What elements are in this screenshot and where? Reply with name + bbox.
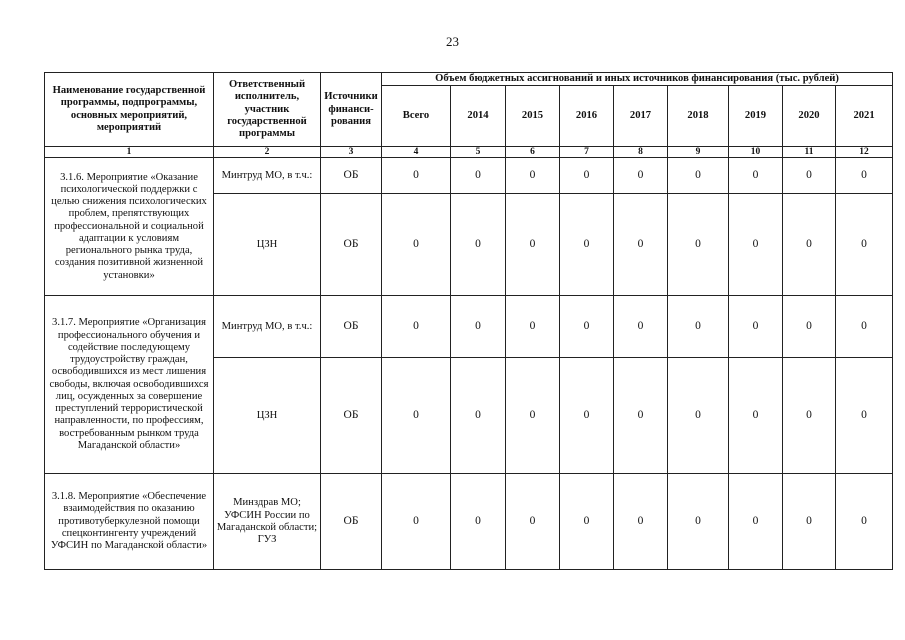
source-cell: ОБ — [321, 474, 382, 570]
column-number: 9 — [668, 147, 729, 158]
budget-table — [44, 72, 893, 570]
value-cell: 0 — [614, 358, 668, 474]
column-number: 10 — [729, 147, 783, 158]
responsible-cell: Минтруд МО, в т.ч.: — [214, 296, 321, 358]
value-cell: 0 — [506, 194, 560, 296]
value-cell: 0 — [382, 296, 451, 358]
value-cell: 0 — [783, 474, 836, 570]
column-number: 6 — [506, 147, 560, 158]
value-cell: 0 — [783, 194, 836, 296]
column-number: 5 — [451, 147, 506, 158]
column-number: 12 — [836, 147, 893, 158]
value-cell: 0 — [382, 194, 451, 296]
value-cell: 0 — [560, 474, 614, 570]
value-cell: 0 — [506, 474, 560, 570]
activity-name: 3.1.7. Мероприятие «Организация профессионального обучения и содействие последующему трудоустройству граждан, освободившихся из мест лишения свободы, включая освободившихся лиц, осужденных за совершение преступлений террористической направленности, по профессиям, востребованным рынком труда Магаданской области» — [45, 296, 214, 474]
value-cell: 0 — [451, 474, 506, 570]
header-year-2018: 2018 — [668, 86, 729, 147]
value-cell: 0 — [506, 358, 560, 474]
responsible-cell: ЦЗН — [214, 358, 321, 474]
value-cell: 0 — [783, 158, 836, 194]
header-year-2016: 2016 — [560, 86, 614, 147]
value-cell: 0 — [451, 158, 506, 194]
value-cell: 0 — [382, 158, 451, 194]
header-year-2021: 2021 — [836, 86, 893, 147]
value-cell: 0 — [668, 296, 729, 358]
value-cell: 0 — [451, 296, 506, 358]
value-cell: 0 — [668, 474, 729, 570]
value-cell: 0 — [783, 358, 836, 474]
value-cell: 0 — [729, 158, 783, 194]
source-cell: ОБ — [321, 194, 382, 296]
value-cell: 0 — [614, 194, 668, 296]
column-number: 8 — [614, 147, 668, 158]
value-cell: 0 — [560, 296, 614, 358]
header-year-2020: 2020 — [783, 86, 836, 147]
value-cell: 0 — [506, 158, 560, 194]
header-volume: Объем бюджетных ассигнований и иных источников финансирования (тыс. рублей) — [382, 73, 893, 86]
column-number: 4 — [382, 147, 451, 158]
value-cell: 0 — [614, 158, 668, 194]
value-cell: 0 — [614, 296, 668, 358]
page-number: 23 — [446, 34, 459, 49]
column-number: 3 — [321, 147, 382, 158]
value-cell: 0 — [451, 194, 506, 296]
header-year-2015: 2015 — [506, 86, 560, 147]
value-cell: 0 — [668, 194, 729, 296]
activity-name: 3.1.6. Мероприятие «Оказание психологической поддержки с целью снижения психологических проблем, препятствующих профессиональной и социальной адаптации к условиям регионального рынка труда, создания позитивной жизненной установки» — [45, 158, 214, 296]
header-year-2014: 2014 — [451, 86, 506, 147]
value-cell: 0 — [836, 296, 893, 358]
table-row — [45, 296, 893, 358]
responsible-cell: Минздрав МО; УФСИН России по Магаданской области; ГУЗ — [214, 474, 321, 570]
value-cell: 0 — [836, 474, 893, 570]
responsible-cell: Минтруд МО, в т.ч.: — [214, 158, 321, 194]
value-cell: 0 — [668, 158, 729, 194]
header-year-2019: 2019 — [729, 86, 783, 147]
header-year-2017: 2017 — [614, 86, 668, 147]
value-cell: 0 — [382, 474, 451, 570]
value-cell: 0 — [836, 158, 893, 194]
column-number: 2 — [214, 147, 321, 158]
column-number: 7 — [560, 147, 614, 158]
header-responsible: Ответственный исполнитель, участник государственной программы — [214, 73, 321, 147]
source-cell: ОБ — [321, 358, 382, 474]
value-cell: 0 — [451, 358, 506, 474]
value-cell: 0 — [729, 296, 783, 358]
source-cell: ОБ — [321, 296, 382, 358]
source-cell: ОБ — [321, 158, 382, 194]
header-source: Источники финанси-рования — [321, 73, 382, 147]
column-number-row — [45, 147, 893, 158]
value-cell: 0 — [560, 194, 614, 296]
value-cell: 0 — [560, 358, 614, 474]
value-cell: 0 — [783, 296, 836, 358]
value-cell: 0 — [836, 194, 893, 296]
header-name: Наименование государственной программы, подпрограммы, основных мероприятий, мероприятий — [45, 73, 214, 147]
column-number: 11 — [783, 147, 836, 158]
value-cell: 0 — [506, 296, 560, 358]
value-cell: 0 — [668, 358, 729, 474]
responsible-cell: ЦЗН — [214, 194, 321, 296]
value-cell: 0 — [729, 474, 783, 570]
value-cell: 0 — [560, 158, 614, 194]
table-row — [45, 474, 893, 570]
value-cell: 0 — [614, 474, 668, 570]
value-cell: 0 — [836, 358, 893, 474]
value-cell: 0 — [382, 358, 451, 474]
table-row — [45, 158, 893, 194]
value-cell: 0 — [729, 358, 783, 474]
column-number: 1 — [45, 147, 214, 158]
activity-name: 3.1.8. Мероприятие «Обеспечение взаимодействия по оказанию противотуберкулезной помощи спецконтингенту учреждений УФСИН по Магаданской области» — [45, 474, 214, 570]
value-cell: 0 — [729, 194, 783, 296]
header-total: Всего — [382, 86, 451, 147]
